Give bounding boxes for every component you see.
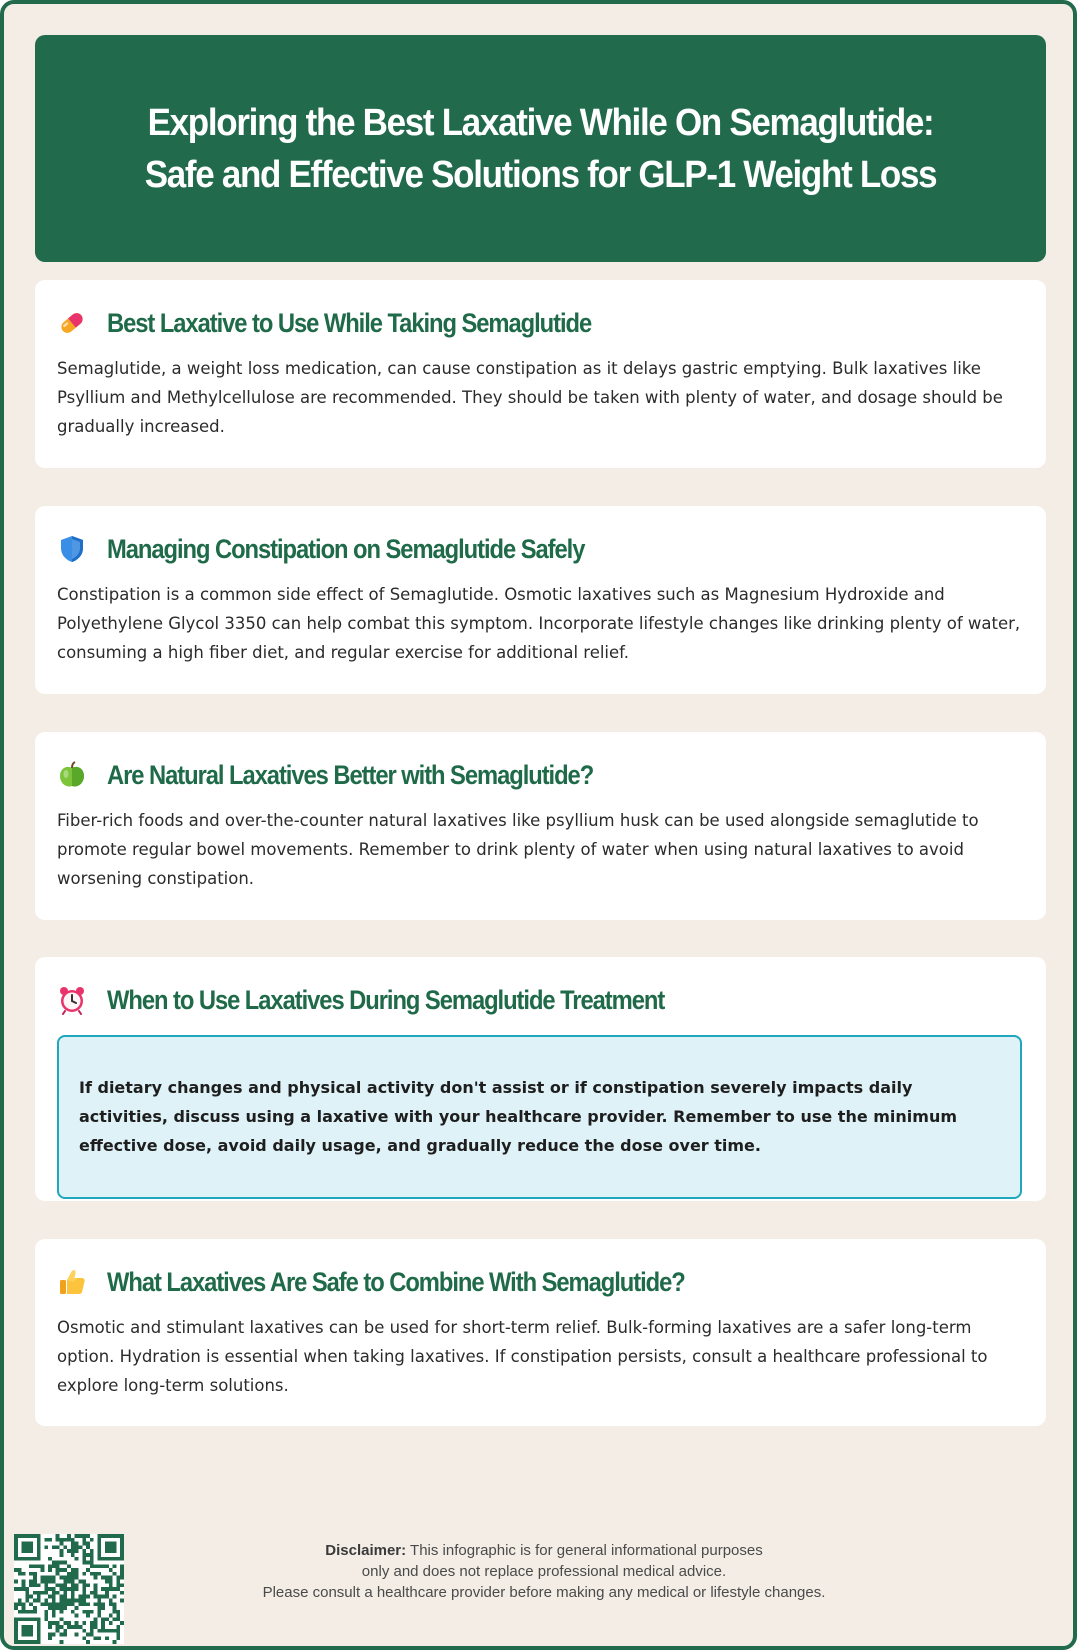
section-header (57, 1261, 1024, 1303)
shield-icon (57, 534, 87, 564)
section-body: Osmotic and stimulant laxatives can be used for short-term relief. Bulk-forming laxatives are a safer long-term option. Hydration is essential when taking laxatives. If constipation persists, consult a healthcare professional to explore long-term solutions. (57, 1318, 988, 1395)
disclaimer-label: Disclaimer: (325, 1542, 407, 1559)
section-card-natural-laxatives (35, 732, 1046, 920)
highlight-callout (57, 1035, 1022, 1199)
callout-text: If dietary changes and physical activity don't assist or if constipation severely impacts daily activities, discuss using a laxative with your healthcare provider. Remember to use the minimum effective dose, avoid daily usage, and gradually reduce the dose over time. (79, 1078, 958, 1155)
section-card-safe-combinations (35, 1239, 1046, 1426)
section-header (57, 302, 1024, 344)
section-title: Best Laxative to Use While Taking Semaglutide (107, 307, 592, 338)
disclaimer-text-line2: only and does not replace professional medical advice. (361, 1563, 727, 1580)
section-header (57, 754, 1024, 796)
section-card-managing-constipation (35, 506, 1046, 694)
section-card-when-to-use (35, 957, 1046, 1201)
section-body: Semaglutide, a weight loss medication, can cause constipation as it delays gastric emptying. Bulk laxatives like Psyllium and Methylcellulose are recommended. They should be taken with plenty of water, and dosage should be gradually increased. (57, 359, 1003, 436)
pill-icon (57, 308, 87, 338)
section-header (57, 528, 1024, 570)
section-title: Managing Constipation on Semaglutide Safely (107, 533, 585, 564)
disclaimer-text-line1: This infographic is for general informational purposes (406, 1542, 763, 1559)
section-header (57, 979, 1024, 1021)
section-card-best-laxative (35, 280, 1046, 468)
thumbs-up-icon (57, 1267, 87, 1297)
section-title: Are Natural Laxatives Better with Semaglutide? (107, 759, 594, 790)
qr-code[interactable] (14, 1534, 124, 1644)
green-apple-icon (57, 760, 87, 790)
page-title: Exploring the Best Laxative While On Semaglutide: Safe and Effective Solutions for GLP-1 Weight Loss (144, 101, 937, 196)
alarm-clock-icon (57, 985, 87, 1015)
section-title: What Laxatives Are Safe to Combine With Semaglutide? (107, 1266, 685, 1297)
section-body: Constipation is a common side effect of Semaglutide. Osmotic laxatives such as Magnesium Hydroxide and Polyethylene Glycol 3350 can help combat this symptom. Incorporate lifestyle changes like drinking plenty of water, consuming a high fiber diet, and regular exercise for additional relief. (57, 585, 1021, 662)
section-body: Fiber-rich foods and over-the-counter natural laxatives like psyllium husk can be used alongside semaglutide to promote regular bowel movements. Remember to drink plenty of water when using natural laxatives to avoid worsening constipation. (57, 811, 979, 888)
disclaimer-text-line3: Please consult a healthcare provider before making any medical or lifestyle changes. (262, 1584, 826, 1601)
disclaimer (204, 1540, 884, 1603)
header-banner (35, 35, 1046, 262)
section-title: When to Use Laxatives During Semaglutide Treatment (107, 984, 665, 1015)
